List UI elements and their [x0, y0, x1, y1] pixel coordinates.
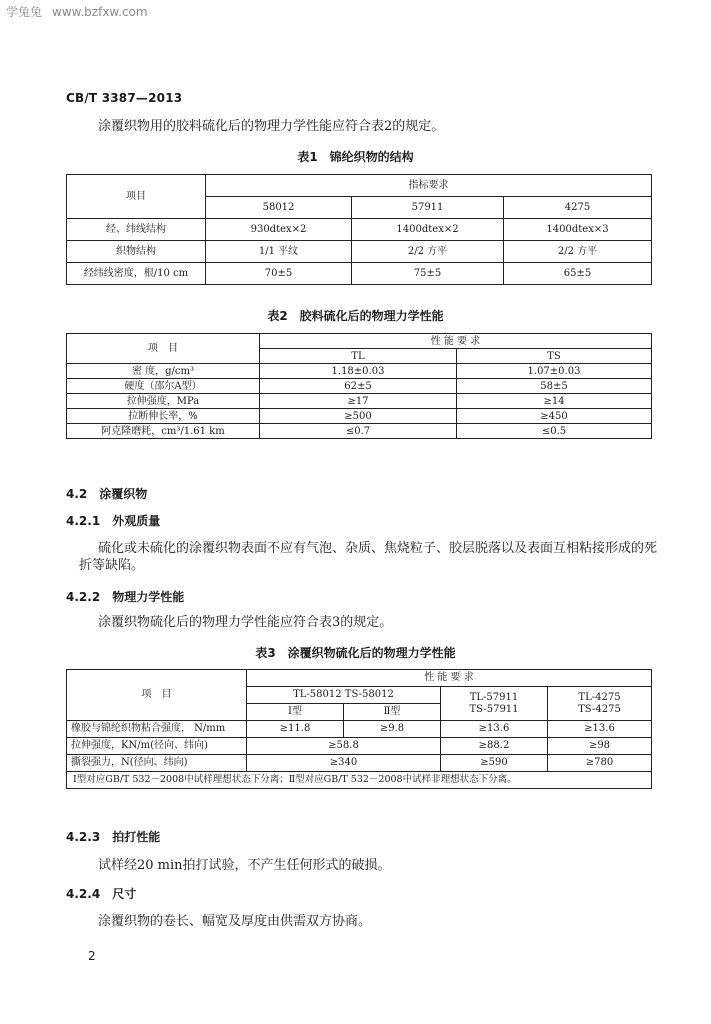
- table-note-row: [67, 772, 652, 789]
- section-heading: [66, 512, 160, 529]
- cell: 58±5: [457, 379, 652, 394]
- cell: ≥590: [441, 755, 548, 772]
- section-number: 4.2.3: [66, 830, 101, 844]
- table1-title: 表1 锦纶织物的结构: [297, 150, 414, 164]
- table-row: [67, 424, 652, 439]
- cell: ≥13.6: [548, 721, 652, 738]
- watermark-site-name: 学兔兔: [6, 5, 43, 19]
- paragraph-line: 硫化或未硫化的涂覆织物表面不应有气泡、杂质、焦烧粒子、胶层脱落以及表面互相粘接形成的死: [98, 541, 658, 556]
- table3-subcol-header: Ⅰ型: [247, 704, 344, 721]
- table3-col-header: [441, 687, 548, 721]
- table3-header-group: 性 能 要 求: [247, 670, 652, 687]
- cell: 2/2 方平: [352, 241, 504, 263]
- table2-header-group: 性 能 要 求: [260, 334, 652, 349]
- cell: ≥780: [548, 755, 652, 772]
- section-title: 外观质量: [112, 514, 161, 528]
- table-row: [67, 364, 652, 379]
- table-row: [67, 219, 652, 241]
- table1: [66, 174, 652, 285]
- table1-col-header: 4275: [504, 197, 652, 219]
- table3-note: Ⅰ型对应GB/T 532－2008中试样理想状态下分离；Ⅱ型对应GB/T 532－2008中试样非理想状态下分离。: [67, 772, 652, 789]
- row-label: 经、纬线结构: [67, 219, 206, 241]
- col-header-line: TS-57911: [469, 703, 519, 715]
- cell: ≥14: [457, 394, 652, 409]
- cell: ≥9.8: [344, 721, 441, 738]
- table-row: [67, 394, 652, 409]
- paragraph-line: 折等缺陷。: [79, 558, 145, 573]
- table1-col-header: 57911: [352, 197, 504, 219]
- table-row: [67, 241, 652, 263]
- section-title: 尺寸: [112, 887, 137, 901]
- cell: 1.18±0.03: [260, 364, 457, 379]
- table1-header-group: 指标要求: [206, 175, 652, 197]
- cell: 1400dtex×2: [352, 219, 504, 241]
- paragraph: 试样经20 min拍打试验，不产生任何形式的破损。: [98, 858, 391, 873]
- table-row: [67, 721, 652, 738]
- cell: ≥88.2: [441, 738, 548, 755]
- cell: 65±5: [504, 263, 652, 285]
- table3-subcol-header: Ⅱ型: [344, 704, 441, 721]
- section-title: 拍打性能: [112, 830, 161, 844]
- table3-col-header: TL-58012 TS-58012: [247, 687, 441, 704]
- cell: 1/1 平纹: [206, 241, 352, 263]
- cell: 2/2 方平: [504, 241, 652, 263]
- table1-col-header: 58012: [206, 197, 352, 219]
- cell: ≥450: [457, 409, 652, 424]
- cell: ≤0.7: [260, 424, 457, 439]
- table3-title: 表3 涂覆织物硫化后的物理力学性能: [255, 646, 456, 660]
- watermark: [6, 3, 158, 20]
- section-heading: [66, 485, 147, 502]
- cell: 1400dtex×3: [504, 219, 652, 241]
- section-number: 4.2.1: [66, 514, 101, 528]
- row-label: 密 度，g/cm³: [67, 364, 260, 379]
- table2: [66, 333, 652, 439]
- table3-col-header: [548, 687, 652, 721]
- row-label: 橡胶与锦纶织物粘合强度， N/mm: [67, 721, 247, 738]
- cell: ≥13.6: [441, 721, 548, 738]
- intro-paragraph: 涂覆织物用的胶料硫化后的物理力学性能应符合表2的规定。: [98, 119, 445, 134]
- row-label: 硬度（邵尔A型）: [67, 379, 260, 394]
- table3-header-item: 项 目: [67, 670, 247, 721]
- row-label: 拉断伸长率，%: [67, 409, 260, 424]
- cell: ≥500: [260, 409, 457, 424]
- table-row: [67, 409, 652, 424]
- cell: ≤0.5: [457, 424, 652, 439]
- row-label: 经纬线密度，根/10 cm: [67, 263, 206, 285]
- col-header-line: TS-4275: [578, 703, 621, 715]
- table-row: [67, 379, 652, 394]
- cell: 1.07±0.03: [457, 364, 652, 379]
- section-title: 物理力学性能: [112, 590, 185, 604]
- table-row: [67, 738, 652, 755]
- page-number: 2: [88, 949, 96, 963]
- row-label: 织物结构: [67, 241, 206, 263]
- cell: ≥98: [548, 738, 652, 755]
- col-header-line: TL-4275: [578, 691, 621, 703]
- section-title: 涂覆织物: [99, 487, 148, 501]
- table-row: [67, 755, 652, 772]
- section-number: 4.2.4: [66, 887, 101, 901]
- table3: [66, 669, 652, 789]
- section-number: 4.2: [66, 487, 88, 501]
- cell: 70±5: [206, 263, 352, 285]
- section-number: 4.2.2: [66, 590, 101, 604]
- standard-number: CB/T 3387—2013: [66, 91, 183, 105]
- cell: 930dtex×2: [206, 219, 352, 241]
- cell: 75±5: [352, 263, 504, 285]
- row-label: 撕裂强力，N(径向、纬向): [67, 755, 247, 772]
- cell: 62±5: [260, 379, 457, 394]
- col-header-line: TL-57911: [469, 691, 519, 703]
- cell: ≥11.8: [247, 721, 344, 738]
- row-label: 阿克隆磨耗，cm³/1.61 km: [67, 424, 260, 439]
- paragraph: 涂覆织物硫化后的物理力学性能应符合表3的规定。: [98, 615, 393, 630]
- table-row: [67, 263, 652, 285]
- table2-title: 表2 胶料硫化后的物理力学性能: [267, 309, 444, 323]
- table2-col-header: TL: [260, 349, 457, 364]
- cell: ≥17: [260, 394, 457, 409]
- cell: ≥58.8: [247, 738, 441, 755]
- table2-header-item: 项 目: [67, 334, 260, 364]
- section-heading: [66, 885, 136, 902]
- section-heading: [66, 588, 184, 605]
- table1-header-item: 项目: [67, 175, 206, 219]
- table2-col-header: TS: [457, 349, 652, 364]
- cell: ≥340: [247, 755, 441, 772]
- row-label: 拉伸强度，KN/m(径向、纬向): [67, 738, 247, 755]
- section-heading: [66, 828, 160, 845]
- watermark-url: www.bzfxw.com: [52, 5, 148, 19]
- paragraph: 涂覆织物的卷长、幅宽及厚度由供需双方协商。: [98, 914, 372, 929]
- row-label: 拉伸强度，MPa: [67, 394, 260, 409]
